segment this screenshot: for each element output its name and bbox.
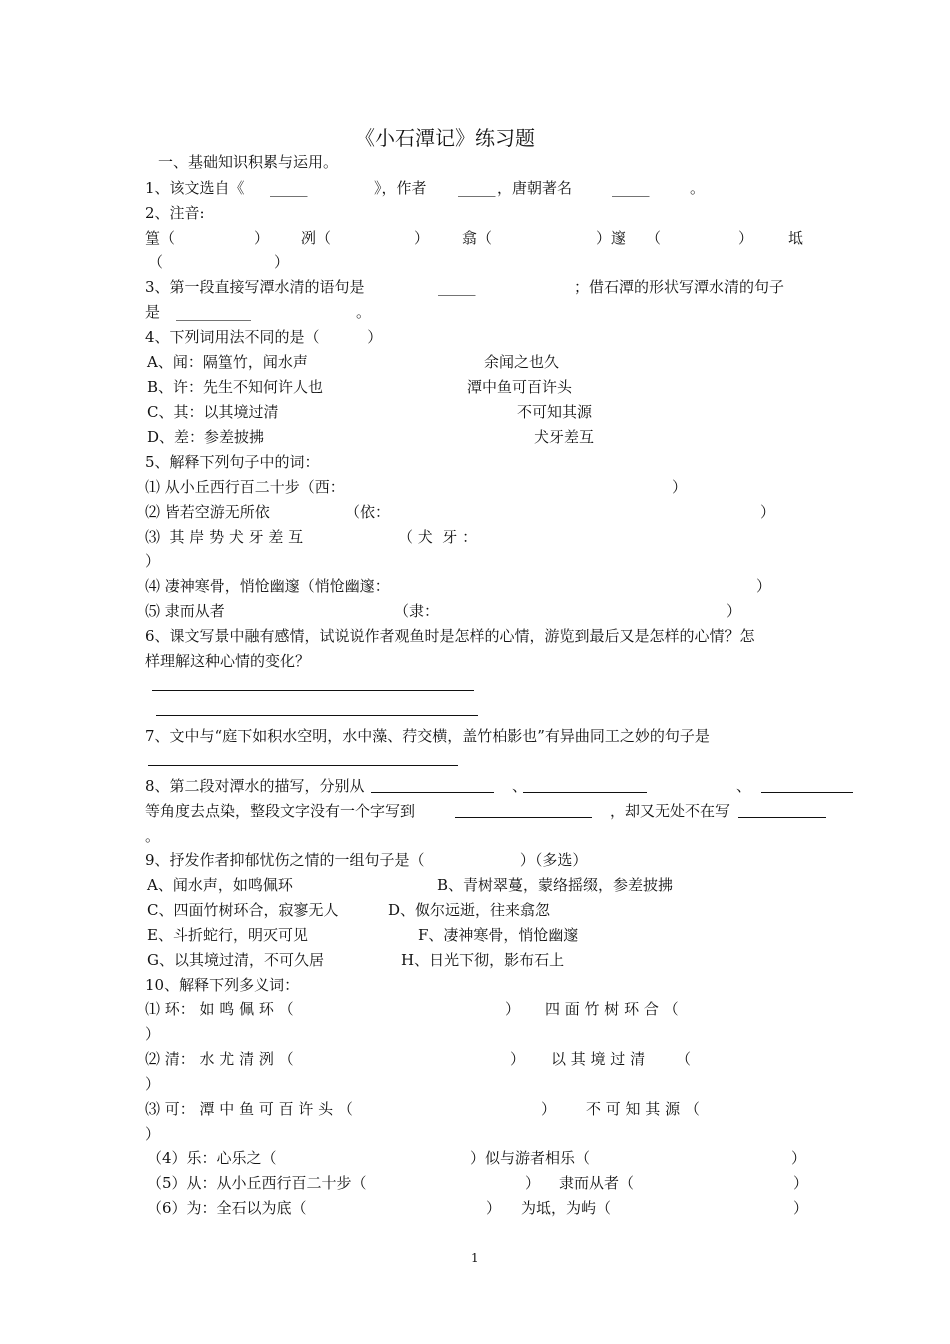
q1-text-d: 。	[690, 179, 706, 197]
q5-item-2: ⑵ 皆若空游无所依	[145, 503, 270, 521]
q8-line-3: 。	[145, 827, 161, 845]
q5-item-5-close: ）	[726, 602, 742, 620]
q6-line-1: 6、课文写景中融有感情，试说说作者观鱼时是怎样的心情，游览到最后又是怎样的心情？怎	[145, 627, 755, 645]
q10-word-2-second-open: （	[676, 1050, 692, 1068]
q1-text-a: 1、该文选自《	[145, 179, 245, 197]
q8-blank-3	[761, 792, 853, 793]
q10-word-3-close: ）	[541, 1100, 557, 1118]
q2-item-2: 冽（	[301, 229, 332, 247]
q10-word-4-close: ）	[791, 1149, 807, 1167]
q10-word-4: （4）乐：心乐之（	[147, 1149, 277, 1167]
q5-item-4: ⑷ 凄神寒骨，悄怆幽邃（悄怆幽邃：	[145, 577, 390, 595]
q7-answer-line	[148, 765, 458, 766]
q8-text-a: 8、第二段对潭水的描写，分别从	[145, 777, 365, 795]
q10-word-1-close: ）	[505, 1000, 521, 1018]
q10-word-5-close: ）	[525, 1174, 541, 1192]
q10-heading: 10、解释下列多义词：	[145, 976, 300, 994]
q10-word-3-second-close: ）	[145, 1125, 161, 1143]
page-title: 《小石潭记》练习题	[355, 126, 535, 150]
q3-text-a: 3、第一段直接写潭水清的语句是	[145, 278, 365, 296]
q9-option-f: F、凄神寒骨，悄怆幽邃	[418, 926, 579, 944]
q5-item-5-label: （隶：	[394, 602, 440, 620]
q1-text-c: ，唐朝著名	[497, 179, 573, 197]
q2-paren-7: ）	[274, 253, 290, 271]
q2-item-5: 坻	[788, 229, 804, 247]
q5-item-3-close: ）	[145, 552, 161, 570]
q10-word-6: （6）为：全石以为底（	[147, 1199, 307, 1217]
q9-option-e: E、斗折蛇行，明灭可见	[147, 926, 308, 944]
q4-option-b-left: B、许：先生不知何许人也	[147, 378, 324, 396]
q4-option-d-left: D、差：参差披拂	[147, 428, 265, 446]
q10-word-6-second: 为坻，为屿（	[521, 1199, 612, 1217]
q2-paren-3: ）邃	[596, 229, 627, 247]
q10-word-1-second: 四 面 竹 树 环 合 （	[545, 1000, 679, 1018]
page-number: 1	[471, 1251, 479, 1265]
q8-line-2a: 等角度去点染，整段文字没有一个字写到	[145, 802, 416, 820]
q2-item-1: 篁（	[145, 229, 176, 247]
q3-text-b: ；借石潭的形状写潭水清的句子	[574, 278, 785, 296]
q9-option-d: D、伮尔远逝，往来翕忽	[388, 901, 551, 919]
q8-blank-4	[455, 817, 592, 818]
q10-word-6-close: ）	[486, 1199, 502, 1217]
q3-text-c: 是	[145, 303, 161, 321]
q9-option-a: A、闻水声，如鸣佩环	[147, 876, 293, 894]
q5-item-4-close: ）	[756, 577, 772, 595]
q4-option-a-left: A、闻：隔篁竹，闻水声	[147, 353, 308, 371]
q8-blank-2	[523, 792, 647, 793]
q5-item-3-label: （ 犬 牙 ：	[398, 528, 478, 546]
q7-text: 7、文中与“庭下如积水空明，水中藻、荇交横，盖竹柏影也”有异曲同工之妙的句子是	[145, 727, 710, 745]
q4-heading: 4、下列词用法不同的是（ ）	[145, 328, 383, 346]
q4-option-b-right: 潭中鱼可百许头	[467, 378, 573, 396]
q9-option-h: H、日光下彻，影布石上	[401, 951, 565, 969]
q3-blank-2: __________	[176, 303, 251, 321]
q9-heading: 9、抒发作者抑郁忧伤之情的一组句子是（ ）（多选）	[145, 851, 588, 869]
q8-text-b: 、	[512, 777, 528, 795]
q2-item-3: 翕（	[462, 229, 493, 247]
q2-paren-1: ）	[254, 229, 270, 247]
section-heading: 一、基础知识积累与运用。	[158, 153, 339, 171]
q5-item-2-label: （依：	[345, 503, 391, 521]
q4-option-c-right: 不可知其源	[517, 403, 593, 421]
q10-word-6-second-close: ）	[793, 1199, 809, 1217]
q10-word-2-close: ）	[510, 1050, 526, 1068]
q8-text-c: 、	[736, 777, 752, 795]
q2-paren-5: ）	[738, 229, 754, 247]
q8-line-2b: ，却又无处不在写	[610, 802, 731, 820]
q6-answer-line-2	[156, 715, 478, 716]
q5-item-1-close: ）	[672, 478, 688, 496]
q2-heading: 2、注音:	[145, 204, 205, 222]
q9-option-b: B、青树翠蔓，蒙络摇缀，参差披拂	[437, 876, 674, 894]
q8-blank-1	[371, 792, 494, 793]
q10-word-4-second: ）似与游者相乐（	[470, 1149, 591, 1167]
q6-answer-line-1	[152, 690, 474, 691]
q8-blank-5	[738, 817, 826, 818]
q10-word-2: ⑵ 清： 水 尤 清 洌 （	[145, 1050, 294, 1068]
q4-option-d-right: 犬牙差互	[534, 428, 595, 446]
q2-paren-4: （	[646, 229, 662, 247]
q10-word-5-second-close: ）	[793, 1174, 809, 1192]
q2-paren-6: （	[148, 253, 164, 271]
q10-word-1: ⑴ 环： 如 鸣 佩 环 （	[145, 1000, 294, 1018]
q4-option-c-left: C、其：以其境过清	[147, 403, 279, 421]
q10-word-3-second: 不 可 知 其 源 （	[586, 1100, 700, 1118]
q3-blank-1: _____	[438, 278, 476, 296]
q10-word-2-second: 以 其 境 过 清	[551, 1050, 646, 1068]
q10-word-5: （5）从：从小丘西行百二十步（	[147, 1174, 367, 1192]
q10-word-2-second-close: ）	[145, 1075, 161, 1093]
q10-word-3: ⑶ 可： 潭 中 鱼 可 百 许 头 （	[145, 1100, 353, 1118]
q5-item-1: ⑴ 从小丘西行百二十步（西：	[145, 478, 345, 496]
q1-blank-3: _____	[612, 179, 650, 197]
q10-word-1-second-close: ）	[145, 1025, 161, 1043]
q1-text-b: 》，作者	[374, 179, 427, 197]
q4-option-a-right: 余闻之也久	[484, 353, 560, 371]
q3-text-d: 。	[356, 303, 372, 321]
q2-paren-2: ）	[414, 229, 430, 247]
q1-blank-2: _____	[458, 179, 496, 197]
q9-option-c: C、四面竹树环合，寂寥无人	[147, 901, 339, 919]
q5-item-3: ⑶ 其 岸 势 犬 牙 差 互	[145, 528, 304, 546]
q9-option-g: G、以其境过清，不可久居	[147, 951, 324, 969]
q5-item-5: ⑸ 隶而从者	[145, 602, 225, 620]
q5-heading: 5、解释下列句子中的词：	[145, 453, 320, 471]
q6-line-2: 样理解这种心情的变化？	[145, 652, 311, 670]
q10-word-5-second: 隶而从者（	[559, 1174, 635, 1192]
q5-item-2-close: ）	[760, 503, 776, 521]
q1-blank-1: _____	[270, 179, 308, 197]
